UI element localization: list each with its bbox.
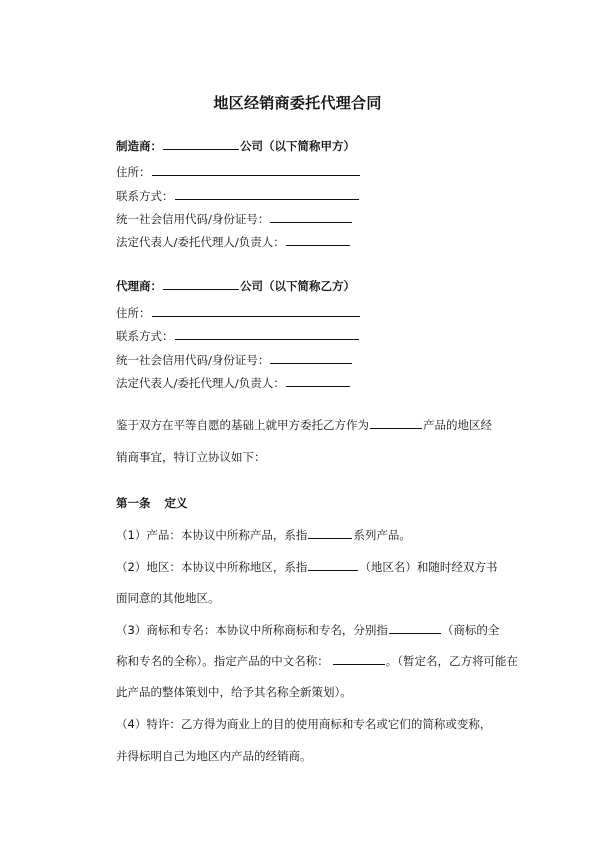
definition-item-1	[116, 527, 411, 543]
item-1-text-a: （1）产品：本协议中所称产品，系指	[116, 528, 308, 542]
manufacturer-credit-blank	[270, 211, 352, 223]
item-2-text-b: （地区名）和随时经双方书	[359, 560, 498, 574]
item-3-text-d: 。（暂定名，乙方将可能在	[385, 654, 518, 668]
manufacturer-credit-row	[116, 211, 353, 227]
agent-credit-label: 统一社会信用代码/身份证号：	[116, 353, 270, 367]
agent-credit-row	[116, 352, 353, 368]
preamble-text-b: 产品的地区经	[423, 418, 492, 432]
agent-name-blank	[163, 278, 239, 290]
agent-contact-row	[116, 328, 360, 344]
agent-heading	[116, 278, 355, 294]
item-2-blank	[308, 559, 358, 571]
agent-address-row	[116, 305, 361, 321]
item-1-text-b: 系列产品。	[353, 528, 411, 542]
preamble-line-2: 销商事宜，特订立协议如下：	[116, 450, 266, 464]
article-1-title: 定义	[164, 496, 188, 510]
manufacturer-rep-row	[116, 234, 351, 250]
manufacturer-address-label: 住所：	[116, 165, 151, 179]
article-1-number: 第一条	[116, 496, 151, 510]
manufacturer-address-blank	[152, 164, 360, 176]
preamble-text-a: 鉴于双方在平等自愿的基础上就甲方委托乙方作为	[116, 418, 369, 432]
definition-item-3-line-2	[116, 653, 518, 669]
product-blank	[370, 417, 422, 429]
agent-address-label: 住所：	[116, 306, 151, 320]
manufacturer-rep-blank	[286, 234, 350, 246]
document-title: 地区经销商委托代理合同	[213, 94, 382, 112]
article-1-heading	[116, 495, 188, 511]
item-3-trademark-blank	[389, 622, 441, 634]
definition-item-2-line-2: 面同意的其他地区。	[116, 591, 220, 605]
agent-label: 代理商：	[116, 279, 162, 293]
manufacturer-contact-label: 联系方式：	[116, 189, 174, 203]
preamble-line-1	[116, 417, 492, 433]
agent-rep-blank	[286, 375, 350, 387]
manufacturer-label: 制造商：	[116, 139, 162, 153]
manufacturer-contact-row	[116, 188, 360, 204]
agent-credit-blank	[270, 352, 352, 364]
manufacturer-suffix: 公司（以下简称甲方）	[240, 139, 355, 153]
manufacturer-heading	[116, 138, 355, 154]
definition-item-2-line-1	[116, 559, 497, 575]
item-1-blank	[308, 527, 352, 539]
agent-address-blank	[152, 305, 360, 317]
manufacturer-name-blank	[163, 138, 239, 150]
agent-rep-label: 法定代表人/委托代理人/负责人：	[116, 376, 285, 390]
manufacturer-contact-blank	[175, 188, 359, 200]
manufacturer-rep-label: 法定代表人/委托代理人/负责人：	[116, 235, 285, 249]
definition-item-4-line-2: 并得标明自己为地区内产品的经销商。	[116, 749, 312, 763]
definition-item-3-line-3: 此产品的整体策划中，给予其名称全新策划）。	[116, 685, 352, 699]
item-2-text-a: （2）地区：本协议中所称地区，系指	[116, 560, 308, 574]
definition-item-4-line-1: （4）特许：乙方得为商业上的目的使用商标和专名或它们的简称或变称，	[116, 717, 492, 731]
agent-contact-label: 联系方式：	[116, 329, 174, 343]
manufacturer-address-row	[116, 164, 361, 180]
item-3-text-a: （3）商标和专名：本协议中所称商标和专名，分别指	[116, 623, 388, 637]
item-3-chinese-name-blank	[333, 653, 385, 665]
agent-suffix: 公司（以下简称乙方）	[240, 279, 355, 293]
item-3-text-b: （商标的全	[441, 623, 500, 637]
definition-item-3-line-1	[116, 622, 499, 638]
agent-contact-blank	[175, 328, 359, 340]
manufacturer-credit-label: 统一社会信用代码/身份证号：	[116, 212, 270, 226]
agent-rep-row	[116, 375, 351, 391]
item-3-text-c: 称和专名的全称）。指定产品的中文名称：	[116, 654, 329, 668]
